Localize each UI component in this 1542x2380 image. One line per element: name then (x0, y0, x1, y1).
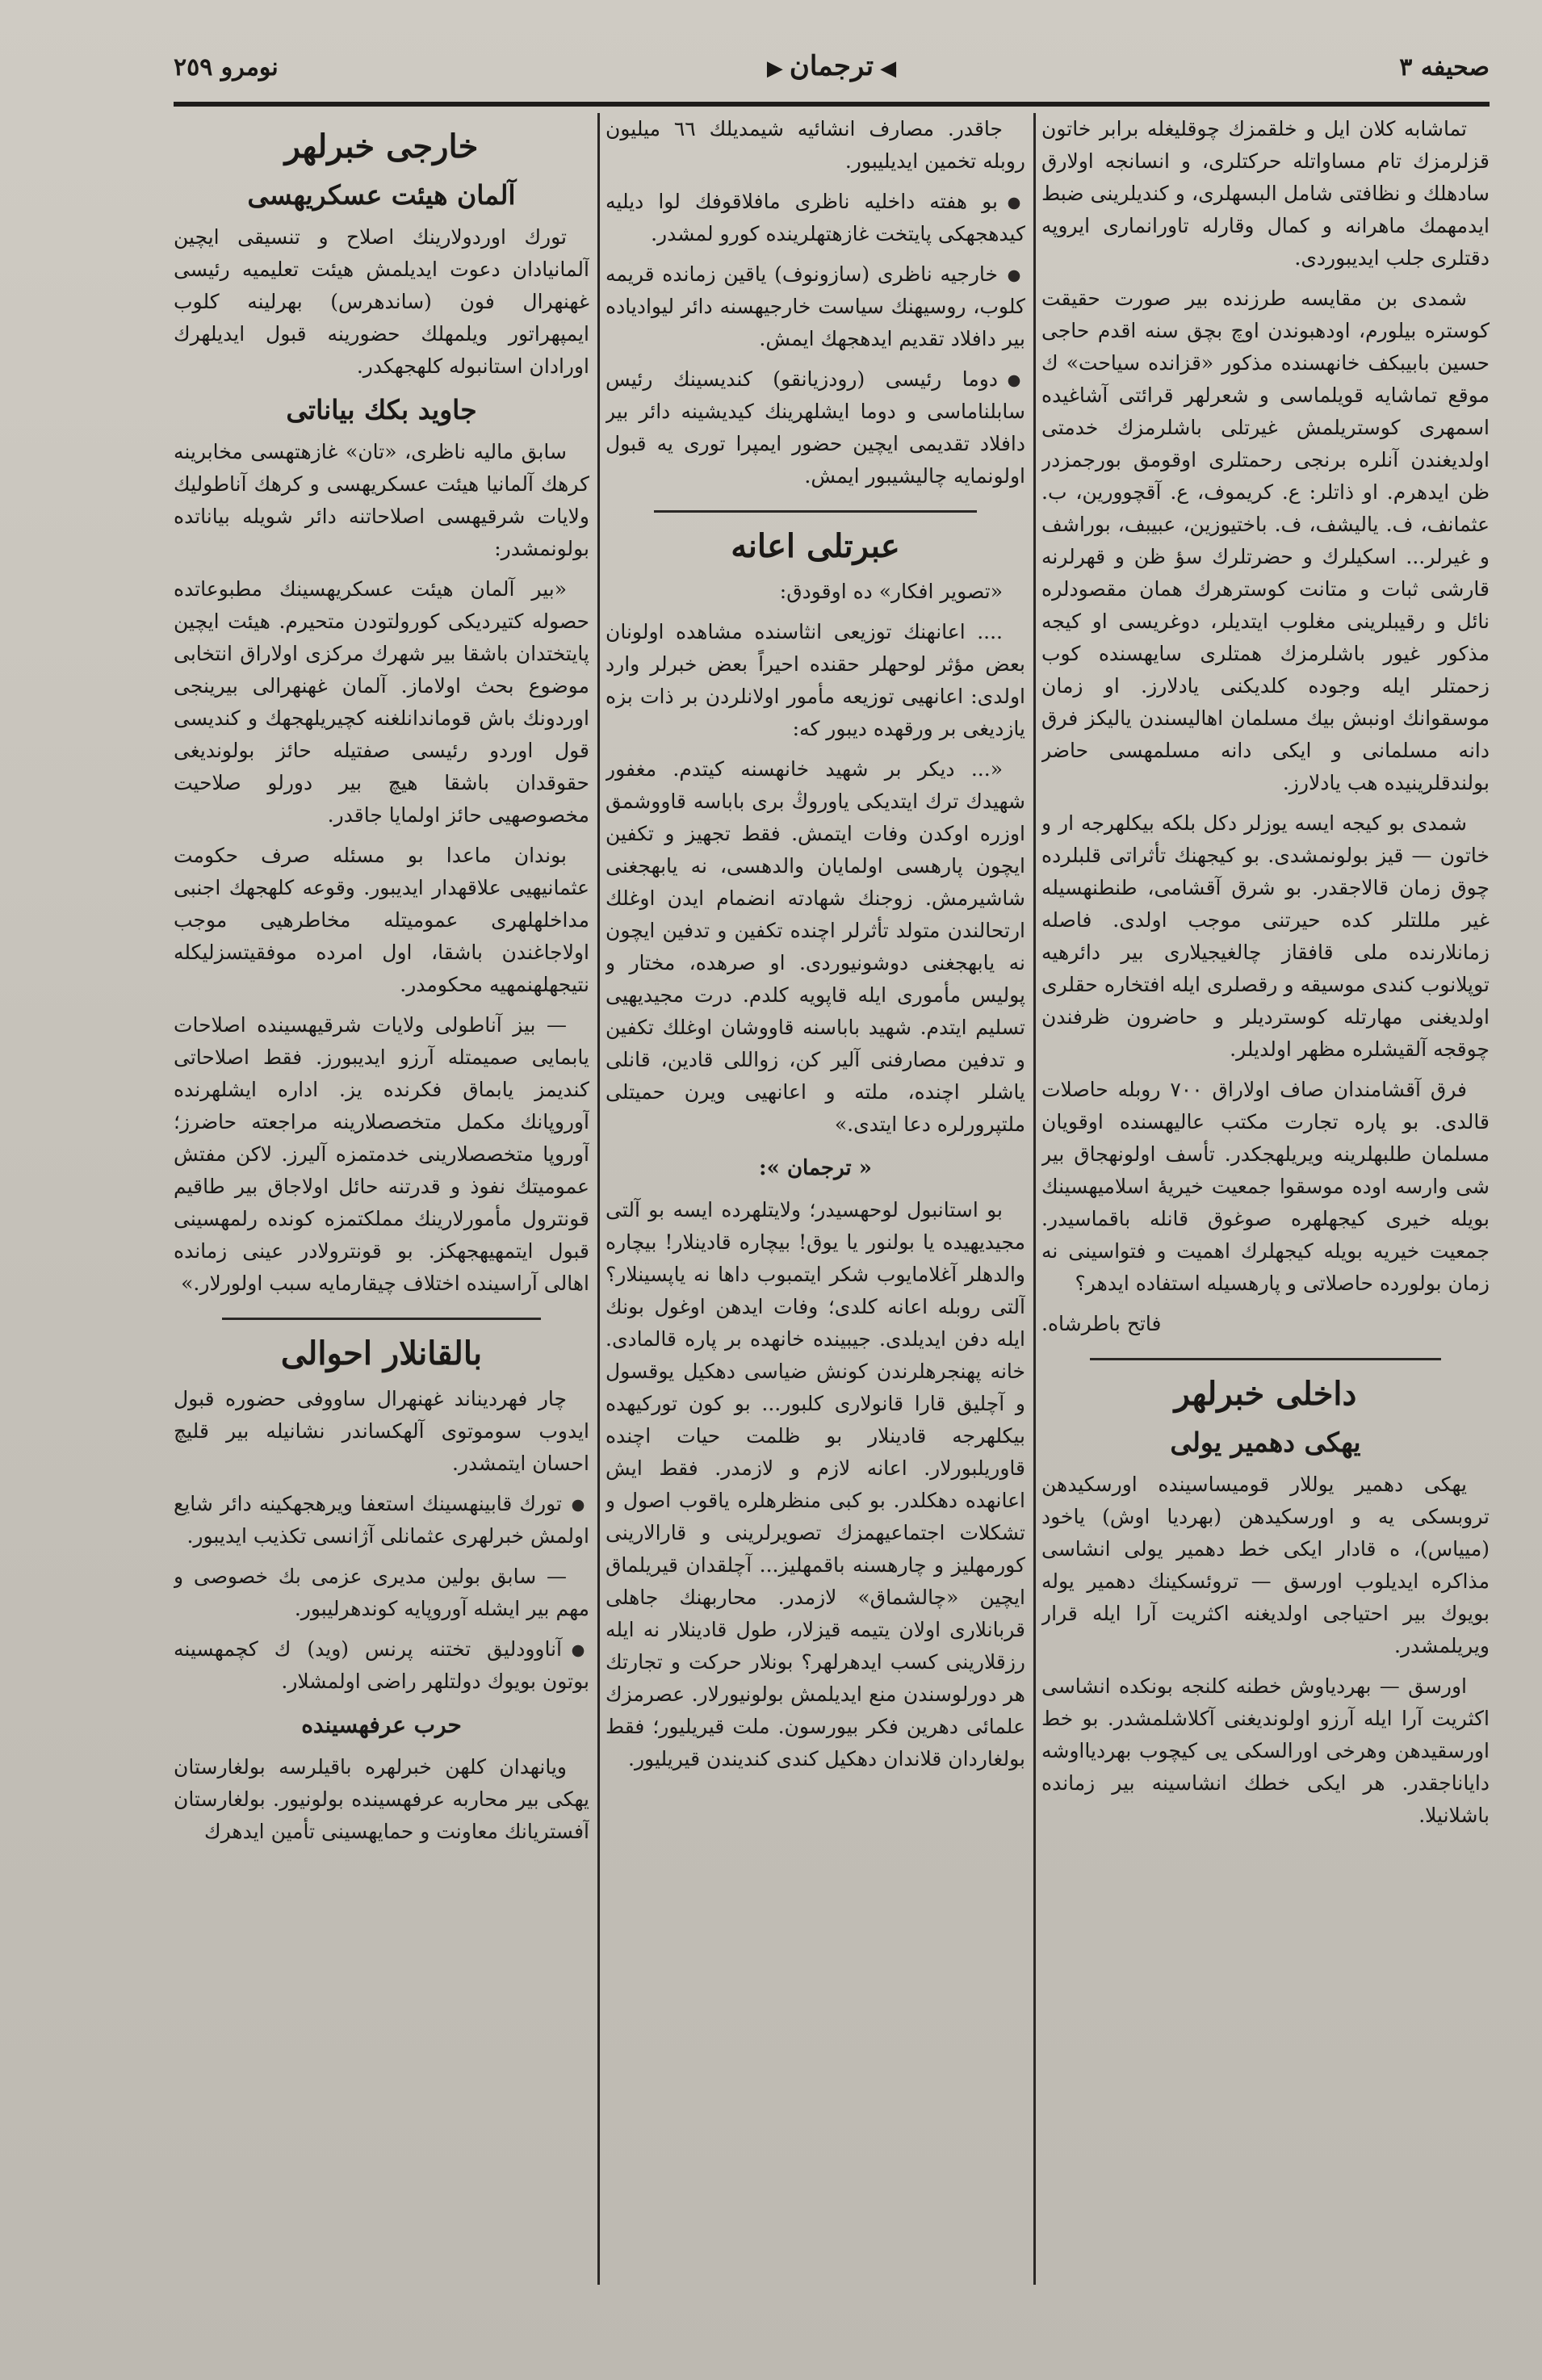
article-paragraph: — بيز آناطولی ولايات شرقيهسينده اصلاحات يابمايی صميمتله آرزو ايديبورز. فقط اصلاحاتی كنديمز يابماق فكرنده يز. اداره ايشلهرنده آوروپانك مكمل متخصصلارينه مراجعته حاضرز؛ آوروپا متخصصلارينی خدمتمزه آليرز. لاكن مفتش عموميتك نفوذ و قدرتنه حائل اولاجاق بير طاقيم قونترول مأمورلارينك مملكتمزه كونده رلمهسينی قبول ايتمهيهجهكز. بو قونترولادر عينی زمانده اهالی آراسينده اختلاف چيقارمايه سبب اولورلار.» (174, 1013, 589, 1295)
paper-name (761, 50, 903, 82)
article-paragraph: فرق آقشامندان صاف اولاراق ٧٠٠ روبله حاصلات قالدی. بو پاره تجارت مكتب عاليهسنده اوقويان مسلمان طلبهلرينه ويريلهجكدر. تأسف اولونهجاق بير شی وارسه اوده موسقوا جمعيت خيريۀ اسلاميهسينك بويله خيری كيجهلهره صوغوق قانله باقماسيدر. جمعيت خيريه بويله كيجهلرك اهميت و فتواسينی نه زمان بولورده حاصلاتی و پارهسيله استفاده ايدهر؟ (1041, 1078, 1490, 1295)
article-title: عبرتلی اعانه (731, 527, 900, 565)
section-rule (222, 1318, 541, 1320)
bullet-ornament-icon (567, 1642, 589, 1660)
section-title-foreign: خارجی خبرلهر (284, 128, 479, 166)
article-paragraph: بو استانبول لوحهسیدر؛ ولايتلهرده ايسه بو آلتی مجيديهيده يا بولنور يا يوق! بيچاره قادينلار! بيچاره والدهلر آغلامايوب شكر ايتمبوب داها نه ياپسينلار؟ آلتی روبله اعانه كلدی؛ وفات ايدهن اوغول بونك ايله دفن ايديلدی. جيبينده خانهده بر پاره قالمادی. خانه پهنجرهلرندن كونش ضياسی دهكيل يوقسول و آچليق قارا قانولاری كلبور... بو كون توركيهده بيكلهرجه قادينلار بو ظلمت حيات اچنده قاوريلبورلار. اعانه لازم و لازمدر. فقط ايش اعانهده دهكلدر. بو كبی منظرهلره ياقوب اصول و تشكلات اجتماعيهمزك تصويرلرينی و قارالارينی كورمهليز و چارهسنه باقمهليز... آچلقدان قيريلماق ايچين «چالشماق» لازمدر. محاربهنك جاهلی قربانلاری اولان يتيمه قيزلار، طول قادينلار نه ايله رزقلارينی كسب ايدهرلهر؟ بونلار حركت و تجارتك هر دورلوسندن منع ايديلمش بولونيورلار. عصرمزك علمائی دهرين فكر بيورسون. ملت قيريليور؛ فقط بولغاردان قلاندان دهكيل كندی كنديندن قيريليور. (605, 1198, 1025, 1770)
article-paragraph: شمدی بن مقايسه طرزنده بير صورت حقيقت كوستره بیلورم، اودهبوندن اوچ بچق سنه اقدم حاجی حسين بابيبكف خانهسنده مذكور «قزانده سیاحت» ك موقع تماشايه قويلماسی و شعرلهر قرائتی آشاغيده اسمهری كوستريلمش غيرتلی باشلرمزك خدمتی اولديغندن آنلره برنجی رحمتلری اوقومق بورجمزدر ظن ايدهرم. او ذاتلر: ع. كریموف، ع. آقچوورین، ب. عثمانف، ف. ياليشف، ف. باختیوزین، عبیبف، بوراشف و غیرلر... اسكيلرك و حضرتلرك سؤ ظن و قهرلرنه قارشی ثبات و متانت كوسترهرك همان مقصودلره نائل و رقيبلرينی مغلوب ايتديلر، دوغریسی او كیجه مذكور غيور باشلرمزك همتلری سایهسنده كوب زحمتلر ايله وجوده كلديكنی یادلارز. او زمان موسقوانك اونبش بيك مسلمان اهالیسندن یالیکز فرق دانه مسلمانی و ایكی دانه مسلمهسی حاضر بولندقلرينیده هب يادلارز. (1041, 287, 1490, 794)
news-item (174, 1488, 589, 1552)
column-divider (597, 113, 600, 2285)
article-paragraph: يهكی دهمير يوللار قوميساسينده اورسكيدهن تروبسكی يه و اورسكيدهن (بهرديا اوش) ياخود (ميياس)، ه قادار ايكی خط دهمير يولی انشاسی مذاكره ايدیلوب اورسق — تروئسكینك دهمير يوله بويوك بير احتياجی اولديغنه اكثريت آرا ايله قرار ويريلمشدر. (1041, 1473, 1490, 1657)
bullet-ornament-icon (567, 1497, 589, 1515)
paper-name-text: ترجمان (789, 50, 874, 82)
article-paragraph: بوندان ماعدا بو مسئله صرف حكومت عثمانيهيی علاقهدار ايديبور. وقوعه كلهجهك اجنبی مداخلهلهری عموميتله مخاطرهيی موجب اولاجاغندن باشقا، اول امرده موفقيتسزليكله نتيجهلهنمهيه محكومدر. (174, 844, 589, 996)
article-paragraph: جاقدر. مصارف انشائيه شيمديلك ٦٦ ميليون روبله تخمين ايديليبور. (605, 117, 1025, 173)
page-number: صحیفه ٣ (1399, 53, 1490, 82)
section-rule (1090, 1358, 1441, 1360)
article-paragraph: اورسق — بهردياوش خطنه كلنجه بونكده انشاسی اكثريت آرا ايله آرزو اولونديغنی آكلاشلمشدر. بو خط اورسقيدهن وهرخی اورالسكی يی كيچوب بهرديااوشه داياناجقدر. هر ايكی خطك انشاسينه بير زمانده باشلانيلا. (1041, 1674, 1490, 1827)
news-item (605, 186, 1025, 250)
article-title: حرب عرفهسينده (301, 1712, 462, 1738)
news-item (605, 258, 1025, 355)
masthead (174, 48, 1490, 97)
author-signature: فاتح باطرشاه. (1041, 1312, 1162, 1335)
news-item-text: بو هفته داخليه ناظری مافلاقوفك لوا دیلیه كيدهجهكی پايتخت غازهتهلرينده كورو لمشدر. (605, 190, 1025, 245)
section-title-balkans: بالقانلار احوالی (280, 1335, 483, 1372)
middle-column (605, 113, 1025, 2281)
article-paragraph: .... اعانهنك توزيعی انثاسنده مشاهده اولونان بعض مؤثر لوحهلر حقنده احيراً بعض خبرلر وارد اولدی: اعانهيی توزيعه مأمور اولانلردن بر ذات بزه يازديغی بر ورقهده ديبور كه: (605, 620, 1025, 740)
ornament-icon: ◀ (880, 57, 897, 81)
article-paragraph: تورك اوردولارينك اصلاح و تنسيقی ايچين آلمانيادان دعوت ايديلمش هيئت تعليميه رئيسی غهنهرال فون (ساندهرس) بهرلينه كلوب ايمپهراتور ويلمهلك حضورينه قبول ايديلهرك اورادان استانبوله كلهجهكدر. (174, 225, 589, 378)
article-paragraph: «... ديكر بر شهيد خانهسنه كيتدم. مغفور شهيدك ترك ايتديكی ياوروڭ بری باباسه قاووشمق اوزره اوكدن وفات ايتمش. فقط تجهيز و تكفين ايچون پارهسی اولمايان والدهسی، نه يابهجغنی شاشيرمش. زوجنك شهادته انضمام ايدن اوغلك ارتحالندن متولد تأثرلر اچنده تكفين و تدفين ايچون نه يابهجغنی دوشونيوردی. او صرهده، مختار و پوليس مأموری ايله قاپويه كلدم. درت مجيديهيی تسليم ايتدم. شهيد باباسنه قاووشان اوغلك تكفين و تدفين مصارفنی آلير كن، زواللی قادين، قانلی ياشلر اچنده، ملته و اعانهيی ويرن حميتلی ملتپرورلره دعا ايتدی.» (605, 757, 1025, 1136)
bullet-ornament-icon (1003, 267, 1025, 285)
ornament-icon: ▶ (766, 57, 783, 81)
article-paragraph: ويانهدان كلهن خبرلهره باقيلرسه بولغارستان يهكی بير محاربه عرفهسينده بولونيور. بولغارستان آفستريانك معاونت و حمايهسينی تأمين ايدهرك (174, 1755, 589, 1843)
article-paragraph: سابق ماليه ناظری، «تان» غازهتهسی مخابرينه كرهك آلمانيا هيئت عسكريهسی و كرهك آناطوليك ولايات شرقيهسی اصلاحاتنه دائر شويله بياناتده بولونمشدر: (174, 440, 589, 560)
section-title-domestic: داخلی خبرلهر (1174, 1375, 1357, 1413)
article-paragraph: «بير آلمان هيئت عسكريهسينك مطبوعاتده حصوله كتيرديكی كورولتودن متحيرم. هيئت ايچين پايتختدان باشقا بير شهرك مركزی اولاراق انتخابی موضوع بحث اولاماز. آلمان غهنهرالی بيرينجی اوردونك باش قوماندانلغنه كچيريلهجهك و كنديسی قول اوردو رئيسی صفتيله حائز بولونديغی حقوقدان باشقا هيچ بير دورلو صلاحيت مخصوصهيی حائز اولمايا جاقدر. (174, 577, 589, 827)
editorial-label: « ترجمان »: (759, 1156, 872, 1180)
article-paragraph: — سابق بولين مديری عزمی بك خصوصی و مهم بير ايشله آوروپايه كوندهرليبور. (174, 1565, 589, 1620)
issue-number: نومرو ٢٥٩ (174, 53, 279, 82)
article-paragraph: چار فهرديناند غهنهرال ساووفی حضوره قبول ايدوب سوموتوی آلهكساندر نشانيله بير قليچ احسان ايتمشدر. (174, 1387, 589, 1475)
bullet-ornament-icon (1003, 195, 1025, 212)
news-item-text: خارجيه ناظری (سازونوف) ياقين زمانده قريمه كلوب، روسيهنك سياست خارجيهسنه دائر لیوادياده بير دافلاد تقديم ايدهجهك ايمش. (605, 262, 1025, 350)
article-paragraph: تماشابه كلان ايل و خلقمزك چوقلیغله برابر خاتون قزلرمزك تام مساواتله حركتلری، و انسانجه اولارق سادهلك و نظافتی شامل البسهلری، و كندیلرینی ضبط ایدمهمك ماهرانه و كمال وقارله تاورانماری ایروپه دقتلری جلب ایدیبوردی. (1041, 117, 1490, 270)
news-item (174, 1633, 589, 1698)
right-column (1041, 113, 1490, 2281)
news-item-text: دوما رئيسی (رودزيانقو) كنديسينك رئيس سابلناماسی و دوما ايشلهرينك كيديشينه دائر بير دافلاد تقديمی ايچين حضور ايمپرا توری يه قبول اولونمايه چاليشيبور ايمش. (605, 367, 1025, 488)
header-rule (174, 102, 1490, 107)
article-paragraph: «تصوير افكار» ده اوقودق: (779, 580, 1003, 603)
news-item-text: آناوودليق تختنه پرنس (ويد) ك كچمهسينه بوتون بويوك دولتلهر راضی اولمشلار. (174, 1637, 589, 1693)
article-title: آلمان هيئت عسكريهسی (247, 179, 516, 211)
article-title-railway: يهكی دهمير يولی (1170, 1427, 1361, 1458)
news-item-text: تورك قابينهسينك استعفا ويرهجهكينه دائر شايع اولمش خبرلهری عثمانلی آژانسی تكذيب ايديبور. (174, 1492, 589, 1548)
section-rule (654, 510, 977, 513)
bullet-ornament-icon (1003, 372, 1025, 390)
left-column (174, 113, 589, 2281)
news-item (605, 363, 1025, 492)
article-paragraph: شمدی بو كیجه ایسه یوزلر دكل بلكه بيكلهرجه ار و خاتون — قيز بولونمشدی. بو كيجهنك تأثراتی قلبلرده چوق زمان قالاجقدر. بو شرق آقشامی، طنطنهسيله غير مللتلر كده حيرتنی موجب اولدی. فاصله زمانلارنده ملی قافقاز چالغيجيلاری بير دائرهيه توپلانوب كندی موسيقه و رقصلری ايله افتخاره حقلری اولديغنی مهارتله كوسترديلر و حاضرون ظرفندن چوقجه آلقيشلره مظهر اولديلر. (1041, 811, 1490, 1061)
column-divider (1033, 113, 1036, 2285)
article-title: جاويد بكك بياناتی (286, 394, 477, 425)
